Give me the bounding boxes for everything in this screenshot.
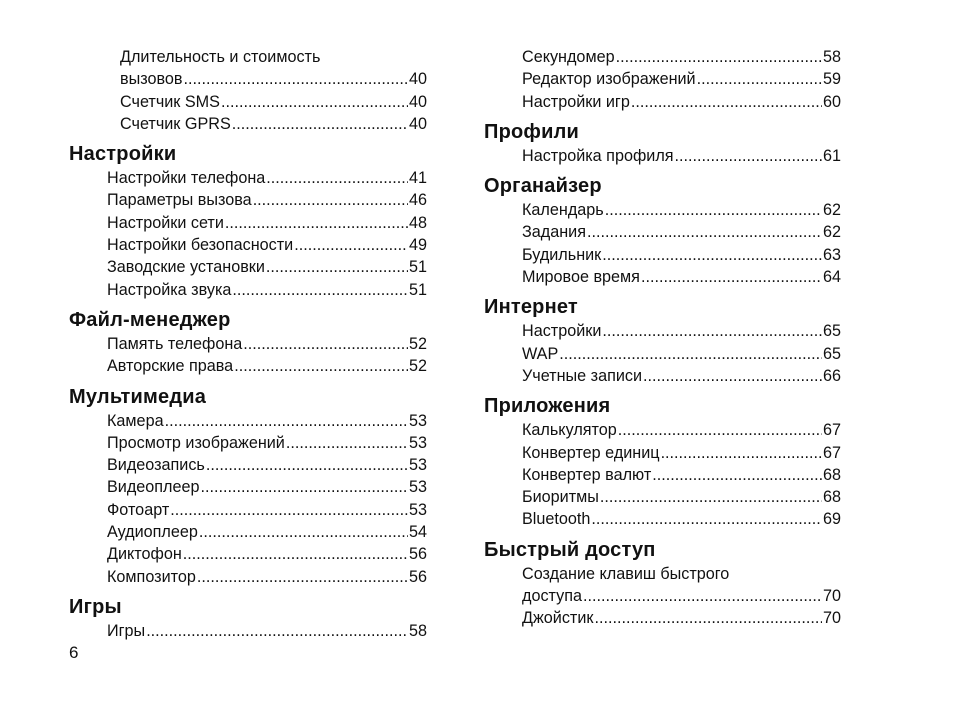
toc-entry-label: Создание клавиш быстрого [522, 564, 730, 583]
toc-entry-page: 59 [822, 70, 841, 89]
dot-leader [266, 256, 408, 278]
dot-leader [616, 46, 822, 68]
toc-entry-page: 67 [822, 421, 841, 440]
toc-entry [484, 91, 841, 113]
toc-entry-page: 41 [408, 169, 427, 188]
toc-entry-page: 67 [822, 443, 841, 462]
toc-entry [69, 410, 427, 432]
toc-entry-page: 53 [408, 456, 427, 475]
toc-entry-label: Конвертер единиц [522, 443, 660, 462]
toc-entry [69, 355, 427, 377]
toc-entry [69, 91, 427, 113]
toc-entry [69, 68, 427, 90]
toc-entry-label: Просмотр изображений [107, 433, 285, 452]
toc-entry [69, 543, 427, 565]
dot-leader [165, 410, 408, 432]
toc-entry [69, 113, 427, 135]
page-number: 6 [69, 643, 79, 662]
toc-entry-label: Настройка звука [107, 280, 232, 299]
toc-entry-page: 52 [408, 357, 427, 376]
toc-entry-label: Настройки телефона [107, 169, 266, 188]
toc-entry-label: Задания [522, 223, 586, 242]
dot-leader [605, 199, 822, 221]
dot-leader [600, 486, 822, 508]
dot-leader [643, 365, 822, 387]
toc-entry-page: 46 [408, 191, 427, 210]
toc-entry-label: Учетные записи [522, 366, 643, 385]
toc-entry-label: Будильник [522, 245, 602, 264]
toc-entry [484, 365, 841, 387]
toc-entry [69, 167, 427, 189]
toc-entry [484, 266, 841, 288]
toc-entry-page: 68 [822, 488, 841, 507]
dot-leader [146, 620, 408, 642]
toc-entry-page: 56 [408, 567, 427, 586]
toc-entry-label: Биоритмы [522, 488, 599, 507]
toc-entry [69, 566, 427, 588]
toc-entry-page: 65 [822, 344, 841, 363]
dot-leader [221, 91, 408, 113]
toc-entry [69, 234, 427, 256]
toc-entry-page: 58 [408, 621, 427, 640]
dot-leader [197, 566, 408, 588]
toc-entry-page: 40 [408, 114, 427, 133]
dot-leader [243, 333, 408, 355]
toc-entry-label: Фотоарт [107, 500, 170, 519]
toc-entry [484, 486, 841, 508]
toc-entry [69, 499, 427, 521]
toc-entry-label: Игры [107, 621, 146, 640]
toc-entry [484, 607, 841, 629]
section-title-games: Игры [69, 595, 122, 618]
toc-entry [484, 320, 841, 342]
dot-leader [206, 454, 408, 476]
toc-entry [484, 199, 841, 221]
toc-entry-page: 40 [408, 70, 427, 89]
toc-entry-page: 70 [822, 609, 841, 628]
toc-entry-page: 53 [408, 433, 427, 452]
toc-entry-label: Авторские права [107, 357, 234, 376]
dot-leader [594, 607, 822, 629]
toc-entry [484, 68, 841, 90]
dot-leader [697, 68, 822, 90]
dot-leader [641, 266, 822, 288]
toc-entry-label: Настройки [522, 322, 602, 341]
dot-leader [652, 464, 822, 486]
toc-entry [484, 343, 841, 365]
dot-leader [631, 91, 822, 113]
toc-entry [69, 279, 427, 301]
toc-entry-label: Джойстик [522, 609, 594, 628]
section-title-profiles: Профили [484, 120, 580, 143]
dot-leader [286, 432, 408, 454]
section-title-organizer: Органайзер [484, 175, 602, 198]
toc-entry-page: 52 [408, 334, 427, 353]
toc-entry-label: Редактор изображений [522, 70, 696, 89]
toc-entry-label: Bluetooth [522, 510, 591, 529]
toc-entry-label: Конвертер валют [522, 465, 652, 484]
toc-entry [484, 46, 841, 68]
toc-entry-label: Настройки сети [107, 213, 224, 232]
toc-entry-label: доступа [522, 587, 582, 606]
toc-entry [69, 189, 427, 211]
toc-entry-page: 51 [408, 258, 427, 277]
dot-leader [559, 343, 822, 365]
toc-entry-page: 54 [408, 523, 427, 542]
toc-entry-page: 62 [822, 201, 841, 220]
toc-entry-label: Длительность и стоимость [120, 48, 321, 66]
dot-leader [201, 476, 408, 498]
toc-entry [484, 244, 841, 266]
toc-entry-page: 51 [408, 280, 427, 299]
dot-leader [294, 234, 408, 256]
toc-entry-page: 48 [408, 213, 427, 232]
toc-entry-label: Заводские установки [107, 258, 265, 277]
dot-leader [170, 499, 408, 521]
toc-entry-page: 53 [408, 478, 427, 497]
toc-entry-page: 63 [822, 245, 841, 264]
dot-leader [225, 212, 408, 234]
dot-leader [602, 320, 822, 342]
toc-entry-label: Секундомер [522, 48, 615, 66]
section-title-internet: Интернет [484, 296, 578, 319]
toc-entry-label: Настройки безопасности [107, 236, 294, 255]
toc-entry-label: Видеозапись [107, 456, 205, 475]
toc-entry-label: Настройки игр [522, 92, 630, 111]
section-title-quick-access: Быстрый доступ [484, 538, 656, 561]
dot-leader [587, 221, 822, 243]
dot-leader [661, 442, 822, 464]
toc-entry-page: 69 [822, 510, 841, 529]
toc-entry-label: вызовов [120, 70, 183, 89]
toc-entry-page: 68 [822, 465, 841, 484]
dot-leader [232, 279, 408, 301]
toc-entry-label: Композитор [107, 567, 196, 586]
toc-entry-page: 58 [822, 48, 841, 66]
toc-entry [69, 212, 427, 234]
toc-entry-label: Календарь [522, 201, 604, 220]
toc-entry-label: Счетчик GPRS [120, 114, 231, 133]
toc-entry [484, 464, 841, 486]
toc-entry-label: Мировое время [522, 268, 640, 287]
section-title-multimedia: Мультимедиа [69, 385, 207, 408]
toc-entry-page: 56 [408, 545, 427, 564]
toc-entry [484, 419, 841, 441]
toc-entry-label: WAP [522, 344, 559, 363]
toc-entry [484, 442, 841, 464]
toc-entry [69, 620, 427, 642]
toc-entry [484, 221, 841, 243]
dot-leader [234, 355, 408, 377]
section-title-applications: Приложения [484, 395, 611, 418]
toc-entry-page: 61 [822, 146, 841, 165]
toc-entry [69, 521, 427, 543]
toc-entry-label: Камера [107, 411, 164, 430]
toc-entry-label: Параметры вызова [107, 191, 252, 210]
toc-entry-label: Аудиоплеер [107, 523, 198, 542]
toc-entry [69, 256, 427, 278]
toc-entry-page: 66 [822, 366, 841, 385]
toc-entry-label: Память телефона [107, 334, 243, 353]
toc-entry-page: 65 [822, 322, 841, 341]
toc-entry-page: 53 [408, 500, 427, 519]
dot-leader [602, 244, 822, 266]
toc-entry-label: Настройка профиля [522, 146, 674, 165]
toc-left-column [69, 46, 427, 642]
toc-entry-page: 64 [822, 268, 841, 287]
toc-entry [484, 508, 841, 530]
toc-entry [484, 145, 841, 167]
toc-entry [69, 432, 427, 454]
dot-leader [591, 508, 822, 530]
toc-entry-page: 40 [408, 92, 427, 111]
dot-leader [183, 543, 408, 565]
section-title-settings: Настройки [69, 143, 177, 166]
toc-entry-label: Калькулятор [522, 421, 617, 440]
dot-leader [618, 419, 822, 441]
toc-entry [69, 333, 427, 355]
toc-entry-page: 53 [408, 411, 427, 430]
toc-entry [69, 454, 427, 476]
toc-entry-page: 70 [822, 587, 841, 606]
dot-leader [675, 145, 822, 167]
dot-leader [232, 113, 408, 135]
toc-entry-page: 62 [822, 223, 841, 242]
dot-leader [184, 68, 408, 90]
dot-leader [199, 521, 408, 543]
section-title-file-manager: Файл-менеджер [69, 308, 231, 331]
toc-entry-label: Счетчик SMS [120, 92, 220, 111]
toc-entry-label: Видеоплеер [107, 478, 200, 497]
toc-entry [484, 585, 841, 607]
dot-leader [266, 167, 408, 189]
toc-entry-label: Диктофон [107, 545, 182, 564]
dot-leader [583, 585, 822, 607]
toc-entry-page: 60 [822, 92, 841, 111]
toc-entry [69, 476, 427, 498]
toc-entry-page: 49 [408, 236, 427, 255]
dot-leader [253, 189, 408, 211]
toc-right-column [484, 46, 841, 630]
